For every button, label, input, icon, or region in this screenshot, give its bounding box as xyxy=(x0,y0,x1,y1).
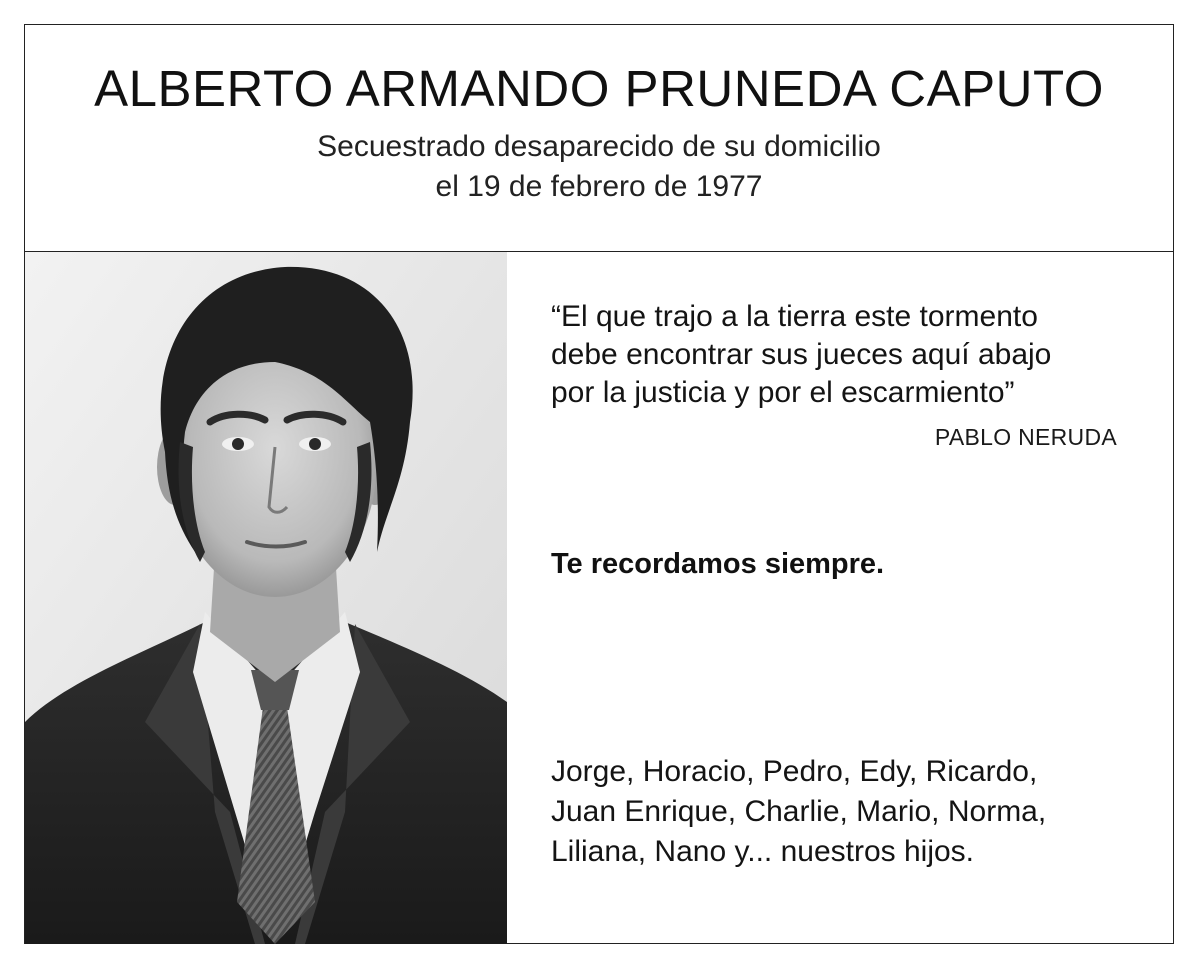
subtitle-line-2: el 19 de febrero de 1977 xyxy=(435,170,763,203)
quote-line-2: debe encontrar sus jueces aquí abajo xyxy=(551,338,1052,371)
notice-header xyxy=(25,25,1173,252)
quote-line-3: por la justicia y por el escarmiento” xyxy=(551,376,1015,409)
memorial-notice-frame xyxy=(24,24,1174,944)
signatories-line-1: Jorge, Horacio, Pedro, Edy, Ricardo, xyxy=(551,755,1038,788)
subtitle-line-1: Secuestrado desaparecido de su domicilio xyxy=(317,130,881,163)
disappearance-subtitle xyxy=(25,127,1173,207)
person-name: ALBERTO ARMANDO PRUNEDA CAPUTO xyxy=(94,60,1104,117)
remembrance-message: Te recordamos siempre. xyxy=(551,548,885,580)
quote-line-1: “El que trajo a la tierra este tormento xyxy=(551,300,1038,333)
quote-author: PABLO NERUDA xyxy=(934,424,1117,450)
portrait-illustration xyxy=(25,252,507,944)
signatories-line-3: Liliana, Nano y... nuestros hijos. xyxy=(551,835,975,868)
text-column xyxy=(551,252,1151,944)
signatories-line-2: Juan Enrique, Charlie, Mario, Norma, xyxy=(551,795,1047,828)
signatories xyxy=(551,752,1046,872)
neruda-quote xyxy=(551,298,1051,412)
portrait-photo xyxy=(25,252,507,944)
